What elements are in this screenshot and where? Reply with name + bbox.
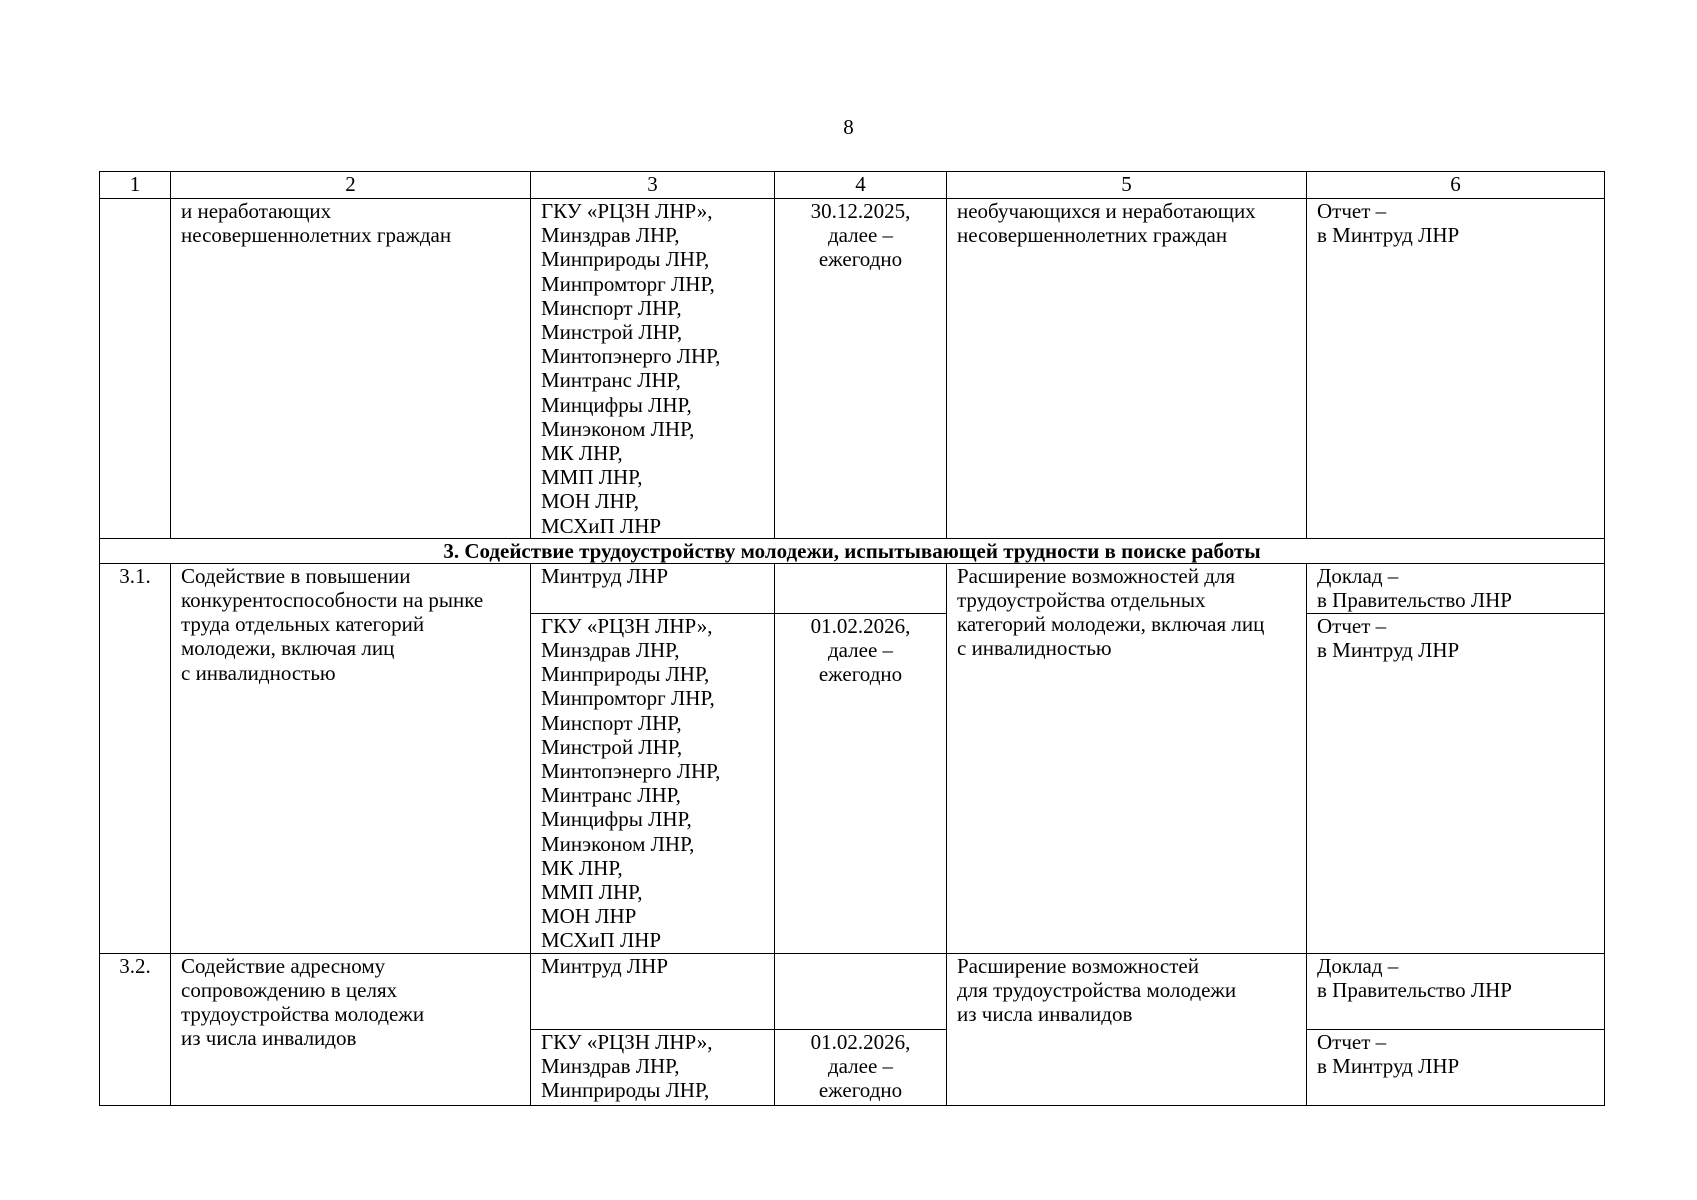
row-3-1-measure: Содействие в повышении конкурентоспособности на рынке труда отдельных категорий молодежи, включая лиц с инвалидностью (171, 563, 531, 953)
row-3-1-responsible: Минтруд ЛНР (531, 563, 775, 613)
column-number-6: 6 (1307, 172, 1605, 199)
row-3-1-executors: ГКУ «РЦЗН ЛНР», Минздрав ЛНР, Минприроды ЛНР, Минпромторг ЛНР, Минспорт ЛНР, Минстрой ЛНР, Минтопэнерго ЛНР, Минтранс ЛНР, Минцифры ЛНР, Минэконом ЛНР, МК ЛНР, ММП ЛНР, МОН ЛНР МСХиП ЛНР (531, 613, 775, 953)
column-number-5: 5 (947, 172, 1307, 199)
row-3-1-report: Доклад – в Правительство ЛНР (1307, 563, 1605, 613)
page-number: 8 (843, 115, 854, 139)
row-3-1-executor-report: Отчет – в Минтруд ЛНР (1307, 613, 1605, 953)
row-3-2-result: Расширение возможностей для трудоустройства молодежи из числа инвалидов (947, 953, 1307, 1105)
row-3-1-deadline: 01.02.2026, далее – ежегодно (775, 613, 947, 953)
row-3-2-measure: Содействие адресному сопровождению в целях трудоустройства молодежи из числа инвалидов (171, 953, 531, 1105)
row-3-2-responsible: Минтруд ЛНР (531, 953, 775, 1029)
continued-row-deadline: 30.12.2025, далее – ежегодно (775, 199, 947, 539)
continued-row-result: необучающихся и неработающих несовершеннолетних граждан (947, 199, 1307, 539)
continued-row-report: Отчет – в Минтруд ЛНР (1307, 199, 1605, 539)
section-3-row (100, 538, 1605, 563)
row-3-1-result: Расширение возможностей для трудоустройства отдельных категорий молодежи, включая лиц с инвалидностью (947, 563, 1307, 953)
continued-row-number (100, 199, 171, 539)
row-3-2-responsible-deadline (775, 953, 947, 1029)
continued-row-measure: и неработающих несовершеннолетних граждан (171, 199, 531, 539)
table-row-3-2-a (100, 953, 1605, 1029)
row-3-2-number: 3.2. (100, 953, 171, 1105)
row-3-2-report: Доклад – в Правительство ЛНР (1307, 953, 1605, 1029)
continued-row (100, 199, 1605, 539)
column-number-row (100, 172, 1605, 199)
row-3-2-executors: ГКУ «РЦЗН ЛНР», Минздрав ЛНР, Минприроды ЛНР, (531, 1029, 775, 1105)
row-3-1-number: 3.1. (100, 563, 171, 953)
table-row-3-1-a (100, 563, 1605, 613)
column-number-4: 4 (775, 172, 947, 199)
row-3-2-executor-report: Отчет – в Минтруд ЛНР (1307, 1029, 1605, 1105)
row-3-2-deadline: 01.02.2026, далее – ежегодно (775, 1029, 947, 1105)
section-3-title: 3. Содействие трудоустройству молодежи, испытывающей трудности в поиске работы (100, 538, 1605, 563)
column-number-1: 1 (100, 172, 171, 199)
measures-table (99, 171, 1605, 1106)
continued-row-executors: ГКУ «РЦЗН ЛНР», Минздрав ЛНР, Минприроды ЛНР, Минпромторг ЛНР, Минспорт ЛНР, Минстрой ЛНР, Минтопэнерго ЛНР, Минтранс ЛНР, Минцифры ЛНР, Минэконом ЛНР, МК ЛНР, ММП ЛНР, МОН ЛНР, МСХиП ЛНР (531, 199, 775, 539)
column-number-3: 3 (531, 172, 775, 199)
column-number-2: 2 (171, 172, 531, 199)
row-3-1-responsible-deadline (775, 563, 947, 613)
